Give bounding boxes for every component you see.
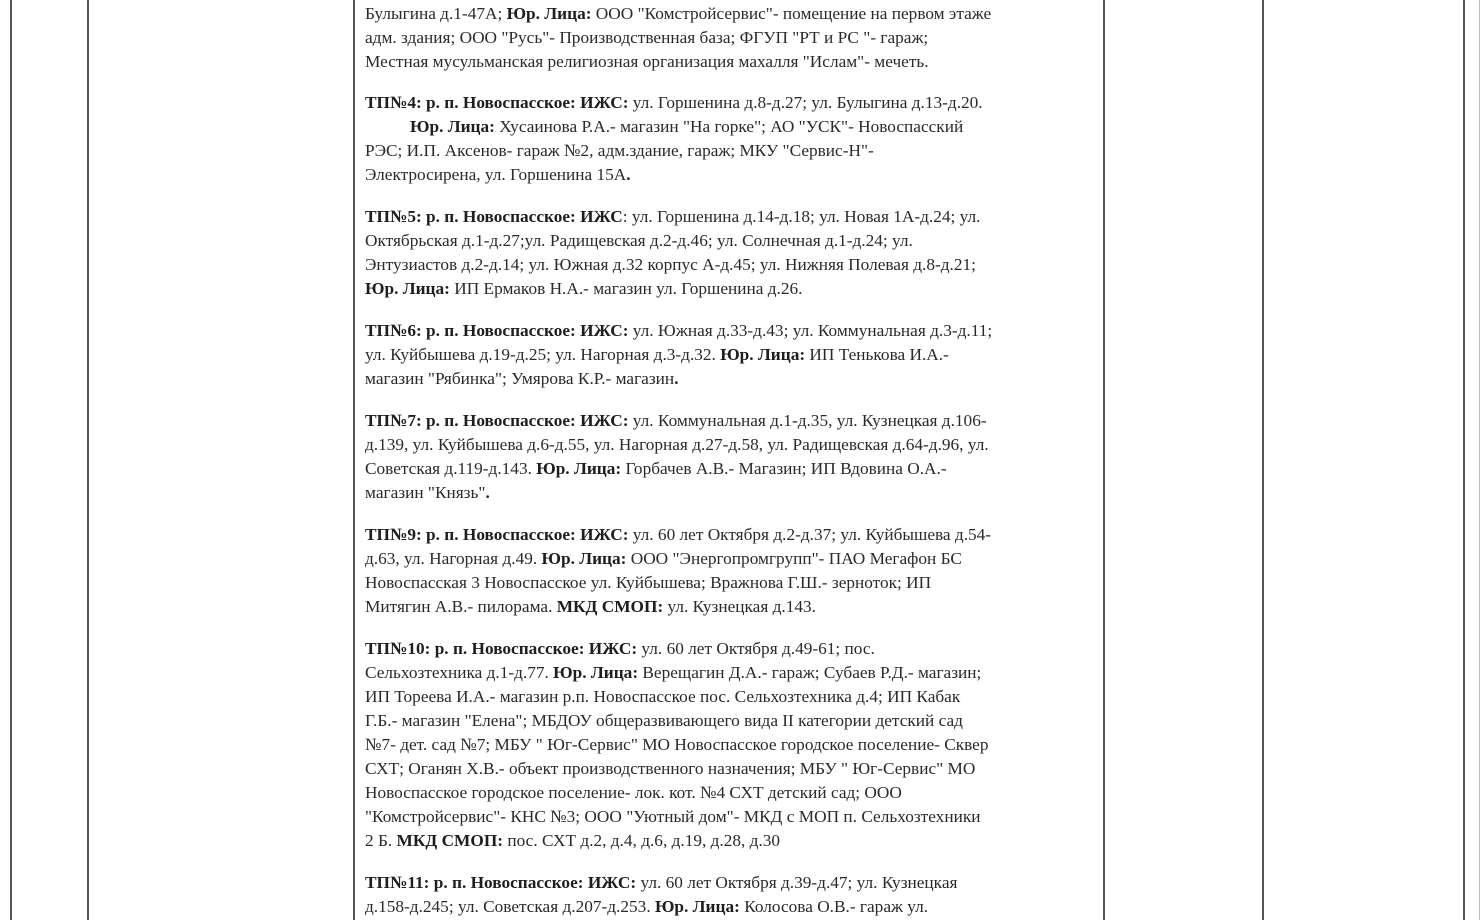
- text-run: Новоспасское городское поселение- лок. кот. №4 СХТ детский сад; ООО: [365, 783, 902, 802]
- bold-label: Юр. Лица:: [720, 345, 806, 364]
- text-run: д.158-д.245; ул. Советская д.207-д.253.: [365, 897, 655, 916]
- text-run: : ул. Горшенина д.14-д.18; ул. Новая 1А-д.24; ул.: [622, 207, 981, 226]
- bold-label: Юр. Лица:: [654, 897, 740, 916]
- text-line: [365, 409, 1100, 433]
- text-line: [365, 685, 1100, 709]
- bold-label: ТП№9: р. п. Новоспасское: ИЖС:: [365, 525, 629, 544]
- bold-label: .: [674, 369, 679, 388]
- text-line: [365, 343, 1100, 367]
- text-line: [365, 805, 1100, 829]
- text-line: [365, 139, 1100, 163]
- bold-label: МКД СМОП:: [556, 597, 664, 616]
- text-run: Октябрьская д.1-д.27;ул. Радищевская д.2-д.46; ул. Солнечная д.1-д.24; ул.: [365, 231, 913, 250]
- text-run: РЭС; И.П. Аксенов- гараж №2, адм.здание, гараж; МКУ "Сервис-Н"-: [365, 141, 874, 160]
- text-run: ул. 60 лет Октября д.49-61; пос.: [637, 639, 875, 658]
- text-line: [365, 319, 1100, 343]
- text-run: магазин "Князь": [365, 483, 486, 502]
- text-run: д.63, ул. Нагорная д.49.: [365, 549, 542, 568]
- text-line: [365, 481, 1100, 505]
- bold-label: .: [485, 483, 490, 502]
- text-line: [365, 205, 1100, 229]
- bold-label: ТП№6: р. п. Новоспасское: ИЖС:: [365, 321, 629, 340]
- bold-label: Юр. Лица:: [365, 279, 450, 298]
- text-run: ИП Тореева И.А.- магазин р.п. Новоспасское пос. Сельхозтехника д.4; ИП Кабак: [365, 687, 961, 706]
- text-run: Горбачев А.В.- Магазин; ИП Вдовина О.А.-: [621, 459, 947, 478]
- text-run: ул. Горшенина д.8-д.27; ул. Булыгина д.13-д.20.: [628, 93, 983, 112]
- text-run: ООО "Энергопромгрупп"- ПАО Мегафон БС: [626, 549, 962, 568]
- text-run: 2 Б.: [365, 831, 397, 850]
- text-line: [365, 50, 1100, 74]
- text-run: Советская д.119-д.143.: [365, 459, 537, 478]
- page-edge-right: [1479, 0, 1480, 920]
- text-run: Местная мусульманская религиозная организация махалля "Ислам"- мечеть.: [365, 52, 929, 71]
- text-run: Хусаинова Р.А.- магазин "На горке"; АО "УСК"- Новоспасский: [494, 117, 964, 136]
- text-run: пос. СХТ д.2, д.4, д.6, д.19, д.28, д.30: [503, 831, 781, 850]
- text-line: [365, 661, 1100, 685]
- text-run: Сельхозтехника д.1-д.77.: [365, 663, 554, 682]
- text-run: "Комстройсервис"- КНС №3; ООО "Уютный дом"- МКД с МОП п. Сельхозтехники: [365, 807, 981, 826]
- text-line: [365, 895, 1100, 919]
- text-run: ООО "Комстройсервис"- помещение на первом этаже: [591, 4, 992, 23]
- table-border-col1: [87, 0, 89, 920]
- text-line: [365, 781, 1100, 805]
- text-line: [365, 115, 1100, 139]
- text-line: [365, 253, 1100, 277]
- text-line: [365, 709, 1100, 733]
- text-line: [365, 277, 1100, 301]
- text-run: ул. 60 лет Октября д.2-д.37; ул. Куйбышева д.54-: [628, 525, 992, 544]
- table-border-left-outer: [10, 0, 12, 920]
- text-run: д.139, ул. Куйбышева д.6-д.55, ул. Нагорная д.27-д.58, ул. Радищевская д.64-д.96, ул.: [365, 435, 989, 454]
- text-run: ИП Ермаков Н.А.- магазин ул. Горшенина д.26.: [449, 279, 803, 298]
- paragraph-tp9: [365, 523, 1100, 619]
- text-line: [365, 733, 1100, 757]
- paragraph-tp6: [365, 319, 1100, 391]
- text-run: ул. 60 лет Октября д.39-д.47; ул. Кузнецкая: [636, 873, 958, 892]
- text-run: ул. Южная д.33-д.43; ул. Коммунальная д.3-д.11;: [628, 321, 993, 340]
- table-border-right-outer: [1463, 0, 1465, 920]
- text-run: Булыгина д.1-47А;: [365, 4, 507, 23]
- text-line: [365, 457, 1100, 481]
- text-line: [365, 757, 1100, 781]
- text-line: [365, 2, 1100, 26]
- text-run: №7- дет. сад №7; МБУ " Юг-Сервис" МО Новоспасское городское поселение- Сквер: [365, 735, 989, 754]
- bold-label: Юр. Лица:: [410, 117, 495, 136]
- paragraph-tp5: [365, 205, 1100, 301]
- text-run: ИП Тенькова И.А.-: [805, 345, 949, 364]
- text-run: Новоспасская 3 Новоспасское ул. Куйбышева; Вражнова Г.Ш.- зерноток; ИП: [365, 573, 932, 592]
- paragraph-tp3-tail: [365, 2, 1100, 74]
- text-run: ул. Куйбышева д.19-д.25; ул. Нагорная д.3-д.32.: [365, 345, 721, 364]
- text-run: Колосова О.В.- гараж ул.: [739, 897, 929, 916]
- text-line: [365, 91, 1100, 115]
- text-line: [365, 571, 1100, 595]
- text-run: магазин "Рябинка"; Умярова К.Р.- магазин: [365, 369, 675, 388]
- text-line: [365, 367, 1100, 391]
- text-run: адм. здания; ООО "Русь"- Производственная база; ФГУП "РТ и РС "- гараж;: [365, 28, 929, 47]
- paragraph-tp7: [365, 409, 1100, 505]
- text-run: ул. Кузнецкая д.143.: [663, 597, 816, 616]
- bold-label: Юр. Лица:: [553, 663, 639, 682]
- text-line: [365, 523, 1100, 547]
- text-run: Г.Б.- магазин "Елена"; МБДОУ общеразвивающего вида II категории детский сад: [365, 711, 963, 730]
- bold-label: ТП№10: р. п. Новоспасское: ИЖС:: [365, 639, 638, 658]
- bold-label: ТП№4: р. п. Новоспасское: ИЖС:: [365, 93, 629, 112]
- text-run: Митягин А.В.- пилорама.: [365, 597, 557, 616]
- text-run: Электросирена, ул. Горшенина 15А: [365, 165, 627, 184]
- text-line: [365, 547, 1100, 571]
- text-line: [365, 637, 1100, 661]
- table-border-col4: [1262, 0, 1264, 920]
- paragraph-tp11: [365, 871, 1100, 919]
- text-line: [365, 595, 1100, 619]
- table-border-col3: [1103, 0, 1105, 920]
- text-run: ул. Коммунальная д.1-д.35, ул. Кузнецкая д.106-: [628, 411, 987, 430]
- text-line: [365, 163, 1100, 187]
- bold-label: .: [626, 165, 631, 184]
- text-run: СХТ; Оганян Х.В.- объект производственного назначения; МБУ " Юг-Сервис" МО: [365, 759, 976, 778]
- text-line: [365, 26, 1100, 50]
- text-line: [365, 871, 1100, 895]
- bold-label: Юр. Лица:: [541, 549, 627, 568]
- text-line: [365, 829, 1100, 853]
- bold-label: Юр. Лица:: [506, 4, 592, 23]
- text-run: Верещагин Д.А.- гараж; Субаев Р.Д.- магазин;: [638, 663, 982, 682]
- paragraph-tp10: [365, 637, 1100, 853]
- paragraph-tp4: [365, 91, 1100, 187]
- bold-label: ТП№7: р. п. Новоспасское: ИЖС:: [365, 411, 629, 430]
- text-run: Энтузиастов д.2-д.14; ул. Южная д.32 корпус А-д.45; ул. Нижняя Полевая д.8-д.21;: [365, 255, 976, 274]
- text-line: [365, 229, 1100, 253]
- table-border-col2: [353, 0, 355, 920]
- bold-label: ТП№5: р. п. Новоспасское: ИЖС: [365, 207, 623, 226]
- bold-label: Юр. Лица:: [536, 459, 622, 478]
- bold-label: ТП№11: р. п. Новоспасское: ИЖС:: [365, 873, 637, 892]
- bold-label: МКД СМОП:: [396, 831, 504, 850]
- text-line: [365, 433, 1100, 457]
